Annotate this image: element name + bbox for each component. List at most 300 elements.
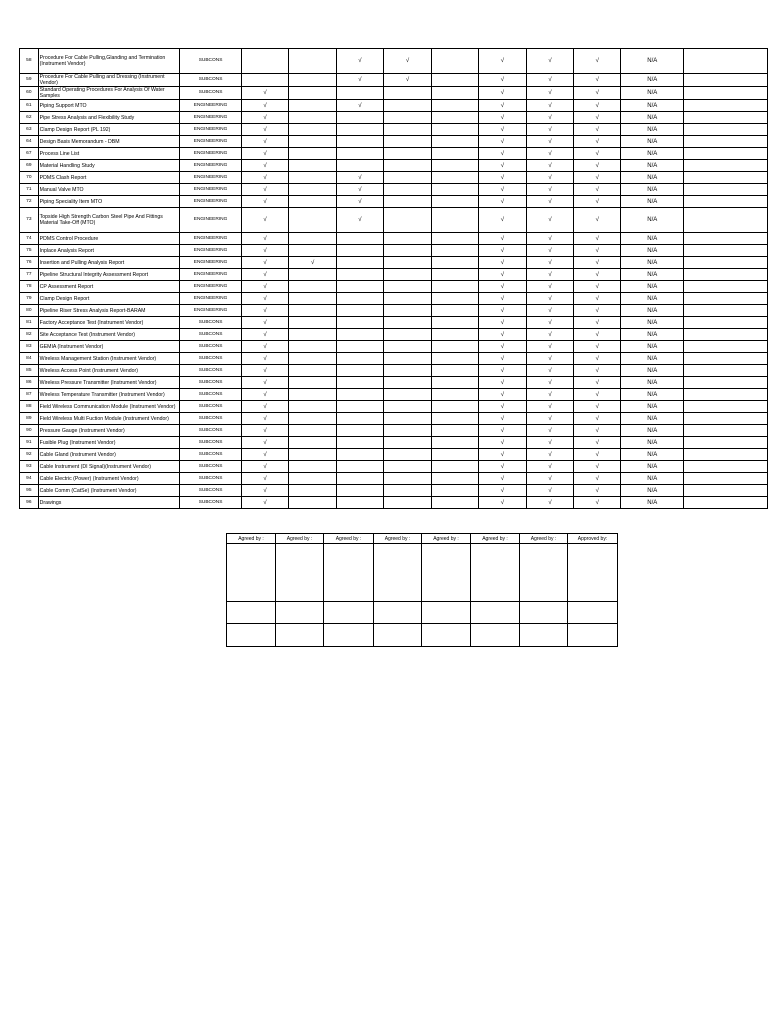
status-cell bbox=[337, 389, 384, 401]
status-cell bbox=[337, 365, 384, 377]
status-cell: √ bbox=[479, 341, 527, 353]
status-cell: √ bbox=[526, 148, 574, 160]
document-title: Material Handling Study bbox=[38, 160, 180, 172]
status-cell bbox=[432, 124, 479, 136]
status-cell: N/A bbox=[621, 281, 684, 293]
status-cell bbox=[432, 353, 479, 365]
status-cell: √ bbox=[337, 184, 384, 196]
status-cell: √ bbox=[479, 329, 527, 341]
status-cell: √ bbox=[526, 136, 574, 148]
status-cell: N/A bbox=[621, 196, 684, 208]
status-cell bbox=[432, 401, 479, 413]
row-number: 67 bbox=[20, 148, 39, 160]
status-cell bbox=[383, 461, 432, 473]
table-row bbox=[20, 413, 768, 425]
document-title: Procedure For Cable Pulling,Glanding and Termination (Instrument Vendor) bbox=[38, 49, 180, 74]
document-title: Pipeline Structural Integrity Assessment Report bbox=[38, 269, 180, 281]
status-cell bbox=[337, 233, 384, 245]
status-cell bbox=[337, 160, 384, 172]
status-cell: √ bbox=[526, 112, 574, 124]
status-cell: √ bbox=[574, 245, 621, 257]
document-title: Cable Electric (Power) (Instrument Vendor) bbox=[38, 473, 180, 485]
status-cell bbox=[432, 317, 479, 329]
status-cell: √ bbox=[574, 124, 621, 136]
status-cell: √ bbox=[574, 497, 621, 509]
name-cell[interactable] bbox=[422, 602, 471, 624]
document-title: Inplace Analysis Report bbox=[38, 245, 180, 257]
status-cell bbox=[684, 160, 768, 172]
status-cell bbox=[289, 269, 337, 281]
status-cell bbox=[684, 269, 768, 281]
status-cell bbox=[289, 160, 337, 172]
status-cell: √ bbox=[479, 257, 527, 269]
status-cell: √ bbox=[574, 257, 621, 269]
status-cell: √ bbox=[574, 485, 621, 497]
signature-cell[interactable] bbox=[471, 544, 520, 602]
document-category: ENGINEERING bbox=[180, 160, 241, 172]
status-cell: √ bbox=[337, 196, 384, 208]
status-cell: N/A bbox=[621, 112, 684, 124]
document-title: Cable Gland (Instrument Vendor) bbox=[38, 449, 180, 461]
status-cell: √ bbox=[574, 172, 621, 184]
status-cell: √ bbox=[526, 365, 574, 377]
table-row bbox=[20, 353, 768, 365]
status-cell: √ bbox=[241, 401, 289, 413]
status-cell: √ bbox=[241, 269, 289, 281]
status-cell bbox=[289, 172, 337, 184]
signature-cell[interactable] bbox=[520, 544, 568, 602]
document-title: Wireless Temperature Transmitter (Instrument Vendor) bbox=[38, 389, 180, 401]
status-cell bbox=[432, 449, 479, 461]
table-row bbox=[20, 74, 768, 87]
document-title: Clamp Design Report bbox=[38, 293, 180, 305]
status-cell: √ bbox=[479, 305, 527, 317]
status-cell bbox=[432, 473, 479, 485]
status-cell: √ bbox=[479, 112, 527, 124]
document-category: ENGINEERING bbox=[180, 124, 241, 136]
status-cell: √ bbox=[479, 100, 527, 112]
status-cell: √ bbox=[479, 136, 527, 148]
document-category: ENGINEERING bbox=[180, 208, 241, 233]
status-cell: √ bbox=[479, 485, 527, 497]
name-cell[interactable] bbox=[324, 602, 374, 624]
signoff-label: Agreed by : bbox=[471, 534, 520, 544]
status-cell: √ bbox=[479, 208, 527, 233]
status-cell: √ bbox=[574, 473, 621, 485]
status-cell: √ bbox=[241, 148, 289, 160]
status-cell bbox=[337, 329, 384, 341]
document-title: Wireless Management Station (Instrument Vendor) bbox=[38, 353, 180, 365]
status-cell: √ bbox=[479, 449, 527, 461]
status-cell bbox=[432, 365, 479, 377]
document-title: Wireless Access Point (Instrument Vendor) bbox=[38, 365, 180, 377]
status-cell: √ bbox=[241, 473, 289, 485]
signature-cell[interactable] bbox=[324, 544, 374, 602]
status-cell: √ bbox=[241, 497, 289, 509]
status-cell: √ bbox=[479, 353, 527, 365]
status-cell: √ bbox=[241, 353, 289, 365]
table-row bbox=[20, 437, 768, 449]
status-cell: √ bbox=[526, 437, 574, 449]
status-cell: √ bbox=[526, 293, 574, 305]
row-number: 95 bbox=[20, 485, 39, 497]
status-cell: √ bbox=[526, 485, 574, 497]
status-cell: √ bbox=[241, 100, 289, 112]
signature-cell[interactable] bbox=[374, 544, 422, 602]
status-cell bbox=[383, 269, 432, 281]
row-number: 71 bbox=[20, 184, 39, 196]
document-title: Process Line List bbox=[38, 148, 180, 160]
table-row bbox=[20, 497, 768, 509]
status-cell: √ bbox=[574, 148, 621, 160]
document-title: Procedure For Cable Pulling and Dressing (Instrument Vendor) bbox=[38, 74, 180, 87]
document-title: Cable Comm (CatSe) (Instrument Vendor) bbox=[38, 485, 180, 497]
signoff-label-row bbox=[227, 534, 618, 544]
status-cell bbox=[289, 389, 337, 401]
status-cell bbox=[289, 413, 337, 425]
document-title: Field Wireless Communication Module (Instrument Vendor) bbox=[38, 401, 180, 413]
date-cell[interactable] bbox=[422, 624, 471, 647]
status-cell bbox=[684, 196, 768, 208]
status-cell bbox=[432, 413, 479, 425]
status-cell: √ bbox=[479, 377, 527, 389]
row-number: 84 bbox=[20, 353, 39, 365]
status-cell: √ bbox=[337, 100, 384, 112]
status-cell bbox=[684, 497, 768, 509]
status-cell bbox=[432, 172, 479, 184]
status-cell: √ bbox=[574, 87, 621, 100]
status-cell: √ bbox=[574, 160, 621, 172]
status-cell bbox=[684, 112, 768, 124]
status-cell bbox=[289, 401, 337, 413]
status-cell bbox=[684, 413, 768, 425]
status-cell: N/A bbox=[621, 425, 684, 437]
document-category: ENGINEERING bbox=[180, 184, 241, 196]
status-cell bbox=[337, 281, 384, 293]
status-cell: √ bbox=[479, 184, 527, 196]
document-category: SUBCONS bbox=[180, 353, 241, 365]
status-cell: √ bbox=[526, 269, 574, 281]
document-category: ENGINEERING bbox=[180, 100, 241, 112]
table-row bbox=[20, 365, 768, 377]
status-cell bbox=[383, 87, 432, 100]
status-cell bbox=[383, 353, 432, 365]
row-number: 60 bbox=[20, 87, 39, 100]
status-cell bbox=[289, 353, 337, 365]
name-cell[interactable] bbox=[568, 602, 618, 624]
document-title: Topside High Strength Carbon Steel Pipe And Fittings Material Take-Off (MTO) bbox=[38, 208, 180, 233]
status-cell: √ bbox=[479, 269, 527, 281]
name-cell[interactable] bbox=[471, 602, 520, 624]
status-cell: √ bbox=[337, 172, 384, 184]
status-cell: N/A bbox=[621, 365, 684, 377]
status-cell: √ bbox=[479, 74, 527, 87]
document-category: ENGINEERING bbox=[180, 257, 241, 269]
document-title: Pipe Stress Analysis and Flexibility Study bbox=[38, 112, 180, 124]
row-number: 78 bbox=[20, 281, 39, 293]
status-cell bbox=[383, 160, 432, 172]
signature-row bbox=[227, 544, 618, 602]
status-cell: √ bbox=[241, 257, 289, 269]
status-cell bbox=[684, 124, 768, 136]
status-cell bbox=[383, 401, 432, 413]
table-row bbox=[20, 293, 768, 305]
date-row bbox=[227, 624, 618, 647]
table-row bbox=[20, 329, 768, 341]
signature-cell[interactable] bbox=[568, 544, 618, 602]
date-cell[interactable] bbox=[568, 624, 618, 647]
document-title: Manual Valve MTO bbox=[38, 184, 180, 196]
signature-cell[interactable] bbox=[227, 544, 276, 602]
status-cell bbox=[337, 461, 384, 473]
status-cell: N/A bbox=[621, 473, 684, 485]
status-cell: N/A bbox=[621, 49, 684, 74]
status-cell: N/A bbox=[621, 245, 684, 257]
name-cell[interactable] bbox=[276, 602, 324, 624]
row-number: 61 bbox=[20, 100, 39, 112]
row-number: 89 bbox=[20, 413, 39, 425]
document-category: ENGINEERING bbox=[180, 112, 241, 124]
status-cell bbox=[684, 389, 768, 401]
status-cell bbox=[383, 100, 432, 112]
status-cell bbox=[289, 233, 337, 245]
status-cell bbox=[432, 257, 479, 269]
status-cell: √ bbox=[574, 425, 621, 437]
status-cell: √ bbox=[241, 413, 289, 425]
status-cell bbox=[383, 473, 432, 485]
status-cell: √ bbox=[526, 473, 574, 485]
document-title: Piping Speciality Item MTO bbox=[38, 196, 180, 208]
status-cell bbox=[684, 317, 768, 329]
status-cell: √ bbox=[526, 184, 574, 196]
date-cell[interactable] bbox=[324, 624, 374, 647]
status-cell: √ bbox=[574, 49, 621, 74]
status-cell bbox=[684, 329, 768, 341]
document-title: Pressure Gauge (Instrument Vendor) bbox=[38, 425, 180, 437]
status-cell bbox=[684, 305, 768, 317]
status-cell bbox=[432, 196, 479, 208]
status-cell: √ bbox=[479, 172, 527, 184]
date-cell[interactable] bbox=[374, 624, 422, 647]
signature-cell[interactable] bbox=[276, 544, 324, 602]
status-cell: √ bbox=[337, 208, 384, 233]
document-category: SUBCONS bbox=[180, 87, 241, 100]
status-cell bbox=[432, 269, 479, 281]
document-title: Fusible Plug (Instrument Vendor) bbox=[38, 437, 180, 449]
document-category: ENGINEERING bbox=[180, 148, 241, 160]
status-cell bbox=[383, 449, 432, 461]
status-cell: √ bbox=[526, 196, 574, 208]
status-cell bbox=[337, 497, 384, 509]
status-cell bbox=[432, 184, 479, 196]
document-title: Piping Support MTO bbox=[38, 100, 180, 112]
document-title: PDMS Clash Report bbox=[38, 172, 180, 184]
status-cell: √ bbox=[479, 148, 527, 160]
status-cell bbox=[383, 425, 432, 437]
status-cell: N/A bbox=[621, 184, 684, 196]
document-category: SUBCONS bbox=[180, 425, 241, 437]
status-cell bbox=[383, 305, 432, 317]
status-cell bbox=[684, 293, 768, 305]
status-cell: N/A bbox=[621, 87, 684, 100]
status-cell bbox=[289, 87, 337, 100]
status-cell bbox=[684, 74, 768, 87]
document-title: Pipeline Riser Stress Analysis Report-BARAM bbox=[38, 305, 180, 317]
document-title: PDMS Control Procedure bbox=[38, 233, 180, 245]
status-cell bbox=[432, 112, 479, 124]
status-cell bbox=[383, 124, 432, 136]
status-cell: √ bbox=[241, 184, 289, 196]
status-cell bbox=[337, 425, 384, 437]
status-cell bbox=[432, 100, 479, 112]
status-cell: N/A bbox=[621, 341, 684, 353]
status-cell: √ bbox=[574, 184, 621, 196]
status-cell: √ bbox=[241, 124, 289, 136]
row-number: 85 bbox=[20, 365, 39, 377]
status-cell: √ bbox=[479, 281, 527, 293]
status-cell: √ bbox=[574, 233, 621, 245]
status-cell: N/A bbox=[621, 124, 684, 136]
status-cell bbox=[383, 329, 432, 341]
document-category: ENGINEERING bbox=[180, 269, 241, 281]
status-cell: N/A bbox=[621, 305, 684, 317]
status-cell: √ bbox=[479, 49, 527, 74]
status-cell: √ bbox=[241, 317, 289, 329]
date-cell[interactable] bbox=[276, 624, 324, 647]
status-cell: √ bbox=[241, 389, 289, 401]
status-cell bbox=[432, 497, 479, 509]
status-cell: √ bbox=[526, 208, 574, 233]
row-number: 69 bbox=[20, 160, 39, 172]
status-cell: N/A bbox=[621, 269, 684, 281]
table-row bbox=[20, 317, 768, 329]
table-row bbox=[20, 389, 768, 401]
table-row bbox=[20, 281, 768, 293]
table-row bbox=[20, 136, 768, 148]
table-row bbox=[20, 401, 768, 413]
document-category: SUBCONS bbox=[180, 365, 241, 377]
document-category: SUBCONS bbox=[180, 413, 241, 425]
status-cell bbox=[289, 365, 337, 377]
document-category: SUBCONS bbox=[180, 377, 241, 389]
status-cell: √ bbox=[574, 136, 621, 148]
table-row bbox=[20, 257, 768, 269]
status-cell: √ bbox=[574, 281, 621, 293]
status-cell bbox=[432, 425, 479, 437]
row-number: 92 bbox=[20, 449, 39, 461]
document-category: SUBCONS bbox=[180, 461, 241, 473]
status-cell: √ bbox=[526, 305, 574, 317]
document-title: Cable Instrument (DI Signal)(Instrument Vendor) bbox=[38, 461, 180, 473]
status-cell: √ bbox=[526, 87, 574, 100]
status-cell bbox=[432, 148, 479, 160]
status-cell: √ bbox=[526, 49, 574, 74]
status-cell bbox=[684, 281, 768, 293]
date-cell[interactable] bbox=[227, 624, 276, 647]
status-cell: √ bbox=[526, 100, 574, 112]
row-number: 83 bbox=[20, 341, 39, 353]
status-cell bbox=[337, 148, 384, 160]
status-cell bbox=[289, 74, 337, 87]
document-category: SUBCONS bbox=[180, 485, 241, 497]
status-cell bbox=[337, 341, 384, 353]
row-number: 93 bbox=[20, 461, 39, 473]
row-number: 91 bbox=[20, 437, 39, 449]
status-cell: √ bbox=[479, 196, 527, 208]
status-cell bbox=[383, 112, 432, 124]
row-number: 64 bbox=[20, 136, 39, 148]
status-cell bbox=[684, 208, 768, 233]
status-cell: √ bbox=[479, 293, 527, 305]
status-cell bbox=[337, 449, 384, 461]
date-cell[interactable] bbox=[520, 624, 568, 647]
status-cell bbox=[337, 401, 384, 413]
status-cell: √ bbox=[383, 49, 432, 74]
status-cell bbox=[337, 485, 384, 497]
document-category: ENGINEERING bbox=[180, 172, 241, 184]
document-category: SUBCONS bbox=[180, 437, 241, 449]
status-cell bbox=[289, 461, 337, 473]
status-cell bbox=[684, 461, 768, 473]
signature-cell[interactable] bbox=[422, 544, 471, 602]
status-cell bbox=[289, 305, 337, 317]
status-cell bbox=[432, 377, 479, 389]
name-cell[interactable] bbox=[520, 602, 568, 624]
status-cell bbox=[432, 49, 479, 74]
status-cell bbox=[383, 233, 432, 245]
status-cell: √ bbox=[241, 485, 289, 497]
row-number: 72 bbox=[20, 196, 39, 208]
status-cell bbox=[684, 425, 768, 437]
name-cell[interactable] bbox=[374, 602, 422, 624]
status-cell: N/A bbox=[621, 233, 684, 245]
status-cell bbox=[684, 485, 768, 497]
status-cell: √ bbox=[574, 293, 621, 305]
status-cell bbox=[383, 257, 432, 269]
status-cell: √ bbox=[526, 413, 574, 425]
status-cell: √ bbox=[574, 208, 621, 233]
table-row bbox=[20, 269, 768, 281]
status-cell: √ bbox=[241, 425, 289, 437]
name-cell[interactable] bbox=[227, 602, 276, 624]
status-cell bbox=[684, 353, 768, 365]
table-row bbox=[20, 485, 768, 497]
status-cell bbox=[289, 497, 337, 509]
status-cell bbox=[289, 184, 337, 196]
status-cell bbox=[432, 208, 479, 233]
status-cell bbox=[432, 389, 479, 401]
table-row bbox=[20, 148, 768, 160]
row-number: 81 bbox=[20, 317, 39, 329]
table-row bbox=[20, 184, 768, 196]
status-cell bbox=[383, 437, 432, 449]
status-cell: √ bbox=[479, 124, 527, 136]
document-category: ENGINEERING bbox=[180, 245, 241, 257]
status-cell: N/A bbox=[621, 329, 684, 341]
status-cell: √ bbox=[479, 87, 527, 100]
status-cell: N/A bbox=[621, 74, 684, 87]
table-row bbox=[20, 233, 768, 245]
name-row bbox=[227, 602, 618, 624]
row-number: 88 bbox=[20, 401, 39, 413]
status-cell: √ bbox=[241, 377, 289, 389]
status-cell: √ bbox=[241, 281, 289, 293]
status-cell: √ bbox=[574, 196, 621, 208]
status-cell: √ bbox=[574, 437, 621, 449]
status-cell bbox=[337, 245, 384, 257]
status-cell bbox=[383, 485, 432, 497]
date-cell[interactable] bbox=[471, 624, 520, 647]
